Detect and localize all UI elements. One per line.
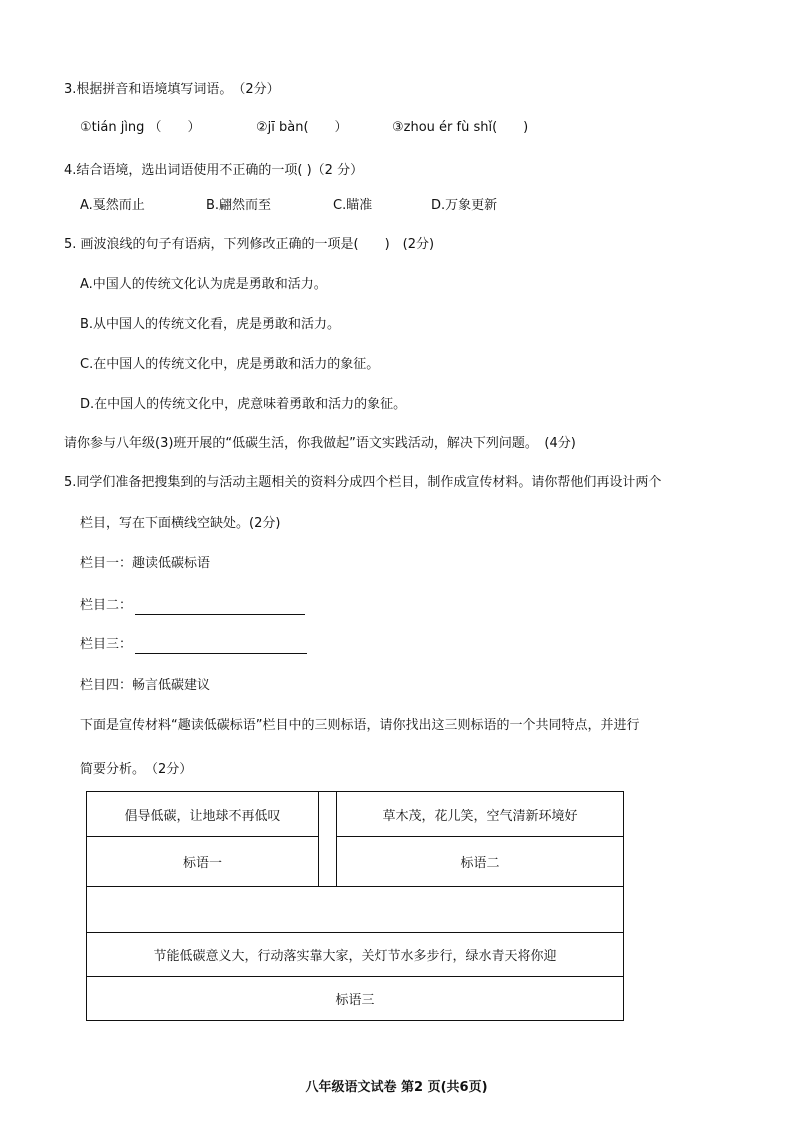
column-three-answer-line[interactable] <box>135 653 307 654</box>
slogan-1-text: 倡导低碳，让地球不再低叹 <box>87 792 319 837</box>
q5-option-b: B.从中国人的传统文化看，虎是勇敢和活力。 <box>80 317 341 332</box>
q3-stem: 3.根据拼音和语境填写词语。 （2分） <box>64 82 280 97</box>
table-divider-cell <box>319 792 337 887</box>
q4-option-a: A.戛然而止 <box>80 198 145 213</box>
blank-row <box>87 887 624 933</box>
slogans-table <box>86 791 624 1021</box>
task1-line-1: 5.同学们准备把搜集到的与活动主题相关的资料分成四个栏目，制作成宣传材料。请你帮他们再设计两个 <box>64 475 662 490</box>
column-three-label: 栏目三： <box>80 637 133 652</box>
q4-stem: 4.结合语境，选出词语使用不正确的一项( )（2 分） <box>64 163 364 178</box>
q5-option-c: C.在中国人的传统文化中，虎是勇敢和活力的象征。 <box>80 357 380 372</box>
q3-item-1: ①tián jìng （ ） <box>80 120 201 135</box>
task2-line-2: 简要分析。 （2分） <box>80 762 193 777</box>
q3-item-3: ③zhou ér fù shǐ( ) <box>392 120 529 135</box>
slogan-1-label: 标语一 <box>87 837 319 887</box>
q4-option-d: D.万象更新 <box>431 198 498 213</box>
q3-item-2: ②jī bàn( ） <box>256 120 348 135</box>
q5-option-a: A.中国人的传统文化认为虎是勇敢和活力。 <box>80 277 327 292</box>
slogan-3-label: 标语三 <box>87 977 624 1021</box>
q5-stem: 5. 画波浪线的句子有语病，下列修改正确的一项是( ) (2分) <box>64 237 435 252</box>
slogan-2-label: 标语二 <box>337 837 624 887</box>
task2-line-1: 下面是宣传材料“趣读低碳标语”栏目中的三则标语，请你找出这三则标语的一个共同特点，并进行 <box>80 718 640 733</box>
column-one: 栏目一：趣读低碳标语 <box>80 556 211 571</box>
column-two-label: 栏目二： <box>80 598 133 613</box>
column-two-answer-line[interactable] <box>135 614 305 615</box>
column-four: 栏目四：畅言低碳建议 <box>80 678 211 693</box>
q4-option-b: B.翩然而至 <box>206 198 272 213</box>
page-footer: 八年级语文试卷 第2 页(共6页) <box>305 1080 488 1095</box>
q4-option-c: C.瞄准 <box>333 198 373 213</box>
q5-option-d: D.在中国人的传统文化中，虎意味着勇敢和活力的象征。 <box>80 397 407 412</box>
activity-intro: 请你参与八年级(3)班开展的“低碳生活，你我做起”语文实践活动，解决下列问题。 (4分) <box>64 436 576 451</box>
slogan-3-text: 节能低碳意义大，行动落实靠大家，关灯节水多步行，绿水青天将你迎 <box>87 933 624 977</box>
slogan-2-text: 草木茂，花儿笑，空气清新环境好 <box>337 792 624 837</box>
task1-line-2: 栏目，写在下面横线空缺处。(2分) <box>80 516 281 531</box>
